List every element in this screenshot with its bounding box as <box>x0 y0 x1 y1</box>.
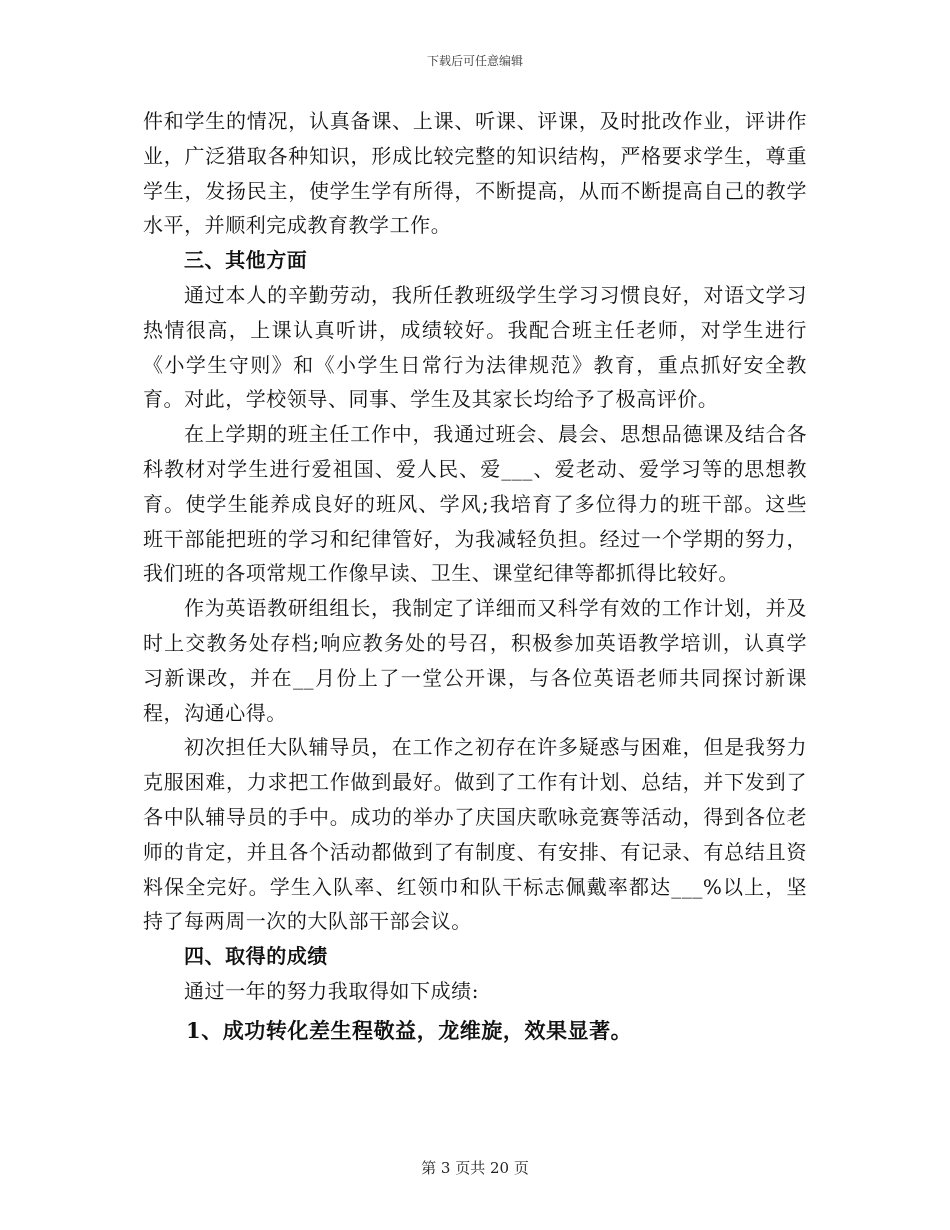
section-heading-achievements: 四、取得的成绩 <box>184 944 328 969</box>
paragraph-class-teacher-work: 在上学期的班主任工作中，我通过班会、晨会、思想品德课及结合各科教材对学生进行爱祖国、爱人民、爱___、爱老动、爱学习等的思想教育。使学生能养成良好的班风、学风;我培育了多位得力的班干部。这些班干部能把班的学习和纪律管好，为我减轻负担。经过一个学期的努力，我们班的各项常规工作像早读、卫生、课堂纪律等都抓得比较好。 <box>143 422 807 586</box>
document-body <box>143 104 807 1051</box>
paragraph-achievements-intro: 通过一年的努力我取得如下成绩: <box>184 978 479 1003</box>
page-number: 第 3 页共 20 页 <box>421 1159 529 1177</box>
paragraph-continued: 件和学生的情况，认真备课、上课、听课、评课，及时批改作业，评讲作业，广泛猎取各种知识，形成比较完整的知识结构，严格要求学生，尊重学生，发扬民主，使学生学有所得，不断提高，从而不断提高自己的教学水平，并顺利完成教育教学工作。 <box>143 109 807 238</box>
paragraph-brigade-counselor: 初次担任大队辅导员，在工作之初存在许多疑惑与困难，但是我努力克服困难，力求把工作做到最好。做到了工作有计划、总结，并下发到了各中队辅导员的手中。成功的举办了庆国庆歌咏竞赛等活动，得到各位老师的肯定，并且各个活动都做到了有制度、有安排、有记录、有总结且资料保全完好。学生入队率、红领巾和队干标志佩戴率都达___%以上，坚持了每两周一次的大队部干部会议。 <box>143 735 807 934</box>
section-heading-other-aspects: 三、其他方面 <box>184 248 308 273</box>
achievement-item-1: 1、成功转化差生程敬益，龙维旋，效果显著。 <box>186 1017 633 1043</box>
page-header: 下载后可任意编辑 <box>426 54 523 68</box>
paragraph-study-habits: 通过本人的辛勤劳动，我所任教班级学生学习习惯良好，对语文学习热情很高，上课认真听讲，成绩较好。我配合班主任老师，对学生进行《小学生守则》和《小学生日常行为法律规范》教育，重点抓好安全教育。对此，学校领导、同事、学生及其家长均给予了极高评价。 <box>143 282 807 412</box>
paragraph-english-group-leader: 作为英语教研组组长，我制定了详细而又科学有效的工作计划，并及时上交教务处存档;响应教务处的号召，积极参加英语教学培训，认真学习新课改，并在__月份上了一堂公开课，与各位英语老师共同探讨新课程，沟通心得。 <box>143 596 807 725</box>
